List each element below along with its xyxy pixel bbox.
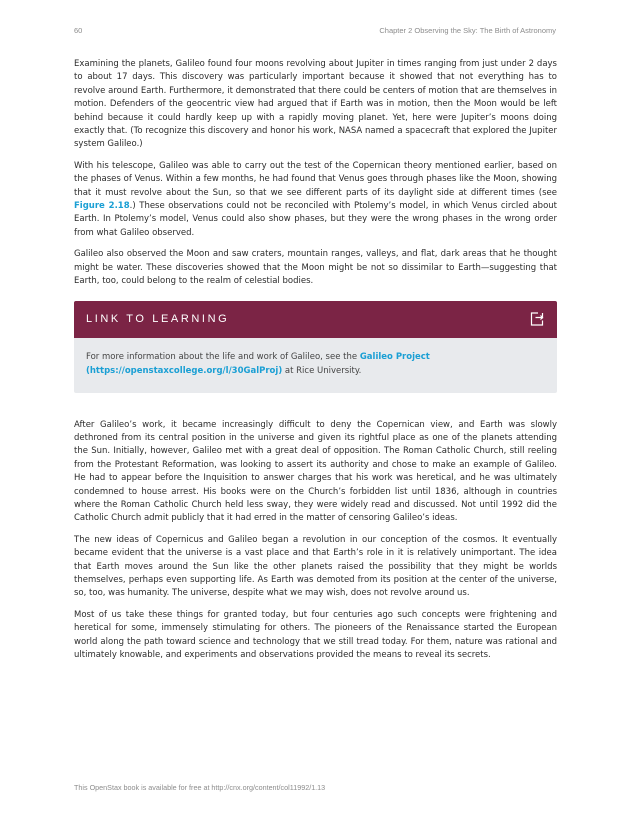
- paragraph-renaissance: Most of us take these things for granted today, but four centuries ago such concepts were frightening and heretical for some, immensely stimulating for others. The pioneers of the Renaissance started the European world along the path toward science and technology that we still tread today. For them, nature was rational and ultimately knowable, and experiments and observations provided the means to reveal its secrets.: [74, 609, 557, 660]
- venus-text-start: With his telescope, Galileo was able to carry out the test of the Copernican theory mentioned earlier, based on the phases of Venus. Within a few months, he had found that Venus goes through phases like the Moon, showing that it must revolve about the Sun, so that we see different parts of its daylight side at different times (see: [74, 160, 557, 198]
- page-number: 60: [74, 26, 83, 35]
- callout-text-start: For more information about the life and work of Galileo, see the: [86, 351, 360, 362]
- venus-text-end: .) These observations could not be reconciled with Ptolemy’s model, in which Venus circled about Earth. In Ptolemy’s model, Venus could also show phases, but they were the wrong phases in the wrong order from what Galileo observed.: [74, 201, 557, 238]
- callout-text-end: at Rice University.: [282, 365, 362, 376]
- callout-header: [74, 301, 557, 338]
- paragraph-jupiter-moons: Examining the planets, Galileo found four moons revolving about Jupiter in times ranging from just under 2 days to about 17 days. This discovery was particularly important because it showed that not everything has to revolve around Earth. Furthermore, it demonstrated that there could be centers of motion that are themselves in motion. Defenders of the geocentric view had argued that if Earth was in motion, then the Moon would be left behind because it could hardly keep up with a rapidly moving planet. Yet, here were Jupiter’s moons doing exactly that. (To recognize this discovery and honor his work, NASA named a spacecraft that explored the Jupiter system Galileo.): [74, 59, 557, 150]
- paragraph-galileo-opposition: After Galileo’s work, it became increasingly difficult to deny the Copernican view, and Earth was slowly dethroned from its central position in the universe and given its rightful place as one of the planets attending the Sun. Initially, however, Galileo met with a great deal of opposition. The Roman Catholic Church, still reeling from the Protestant Reformation, was looking to assert its authority and chose to make an example of Galileo. He had to appear before the Inquisition to answer charges that his work was heretical, and he was ultimately condemned to house arrest. His books were on the Church’s forbidden list until 1836, although in countries where the Roman Catholic Church held less sway, they were widely read and discussed. Not until 1992 did the Catholic Church admit publicly that it had erred in the matter of censoring Galileo’s ideas.: [74, 419, 557, 524]
- callout-text: [86, 350, 545, 378]
- paragraph-moon-observations: Galileo also observed the Moon and saw craters, mountain ranges, valleys, and flat, dark areas that he thought might be water. These discoveries showed that the Moon might be not so dissimilar to Earth—suggesting that Earth, too, could belong to the realm of celestial bodies.: [74, 249, 557, 287]
- page-footer: This OpenStax book is available for free at http://cnx.org/content/col11992/1.13: [74, 783, 326, 792]
- galileo-project-link[interactable]: Galileo Project (https://openstaxcollege.org/l/30GalProj): [86, 351, 430, 376]
- running-header: Chapter 2 Observing the Sky: The Birth of Astronomy: [379, 26, 556, 35]
- figure-reference-link[interactable]: Figure 2.18: [74, 201, 130, 212]
- external-link-icon: [529, 311, 545, 327]
- page-body: [74, 58, 557, 670]
- paragraph-cosmos-revolution: The new ideas of Copernicus and Galileo began a revolution in our conception of the cosmos. It eventually became evident that the universe is a vast place and that Earth’s role in it is relatively unimportant. The idea that Earth moves around the Sun like the other planets raised the possibility that they might be worlds themselves, perhaps even supporting life. As Earth was demoted from its position at the center of the universe, so, too, was humanity. The universe, despite what we may wish, does not revolve around us.: [74, 534, 557, 599]
- callout-body: [74, 338, 557, 393]
- paragraph-venus-phases: [74, 160, 557, 240]
- callout-title: LINK TO LEARNING: [86, 312, 230, 325]
- link-to-learning-box: [74, 301, 557, 393]
